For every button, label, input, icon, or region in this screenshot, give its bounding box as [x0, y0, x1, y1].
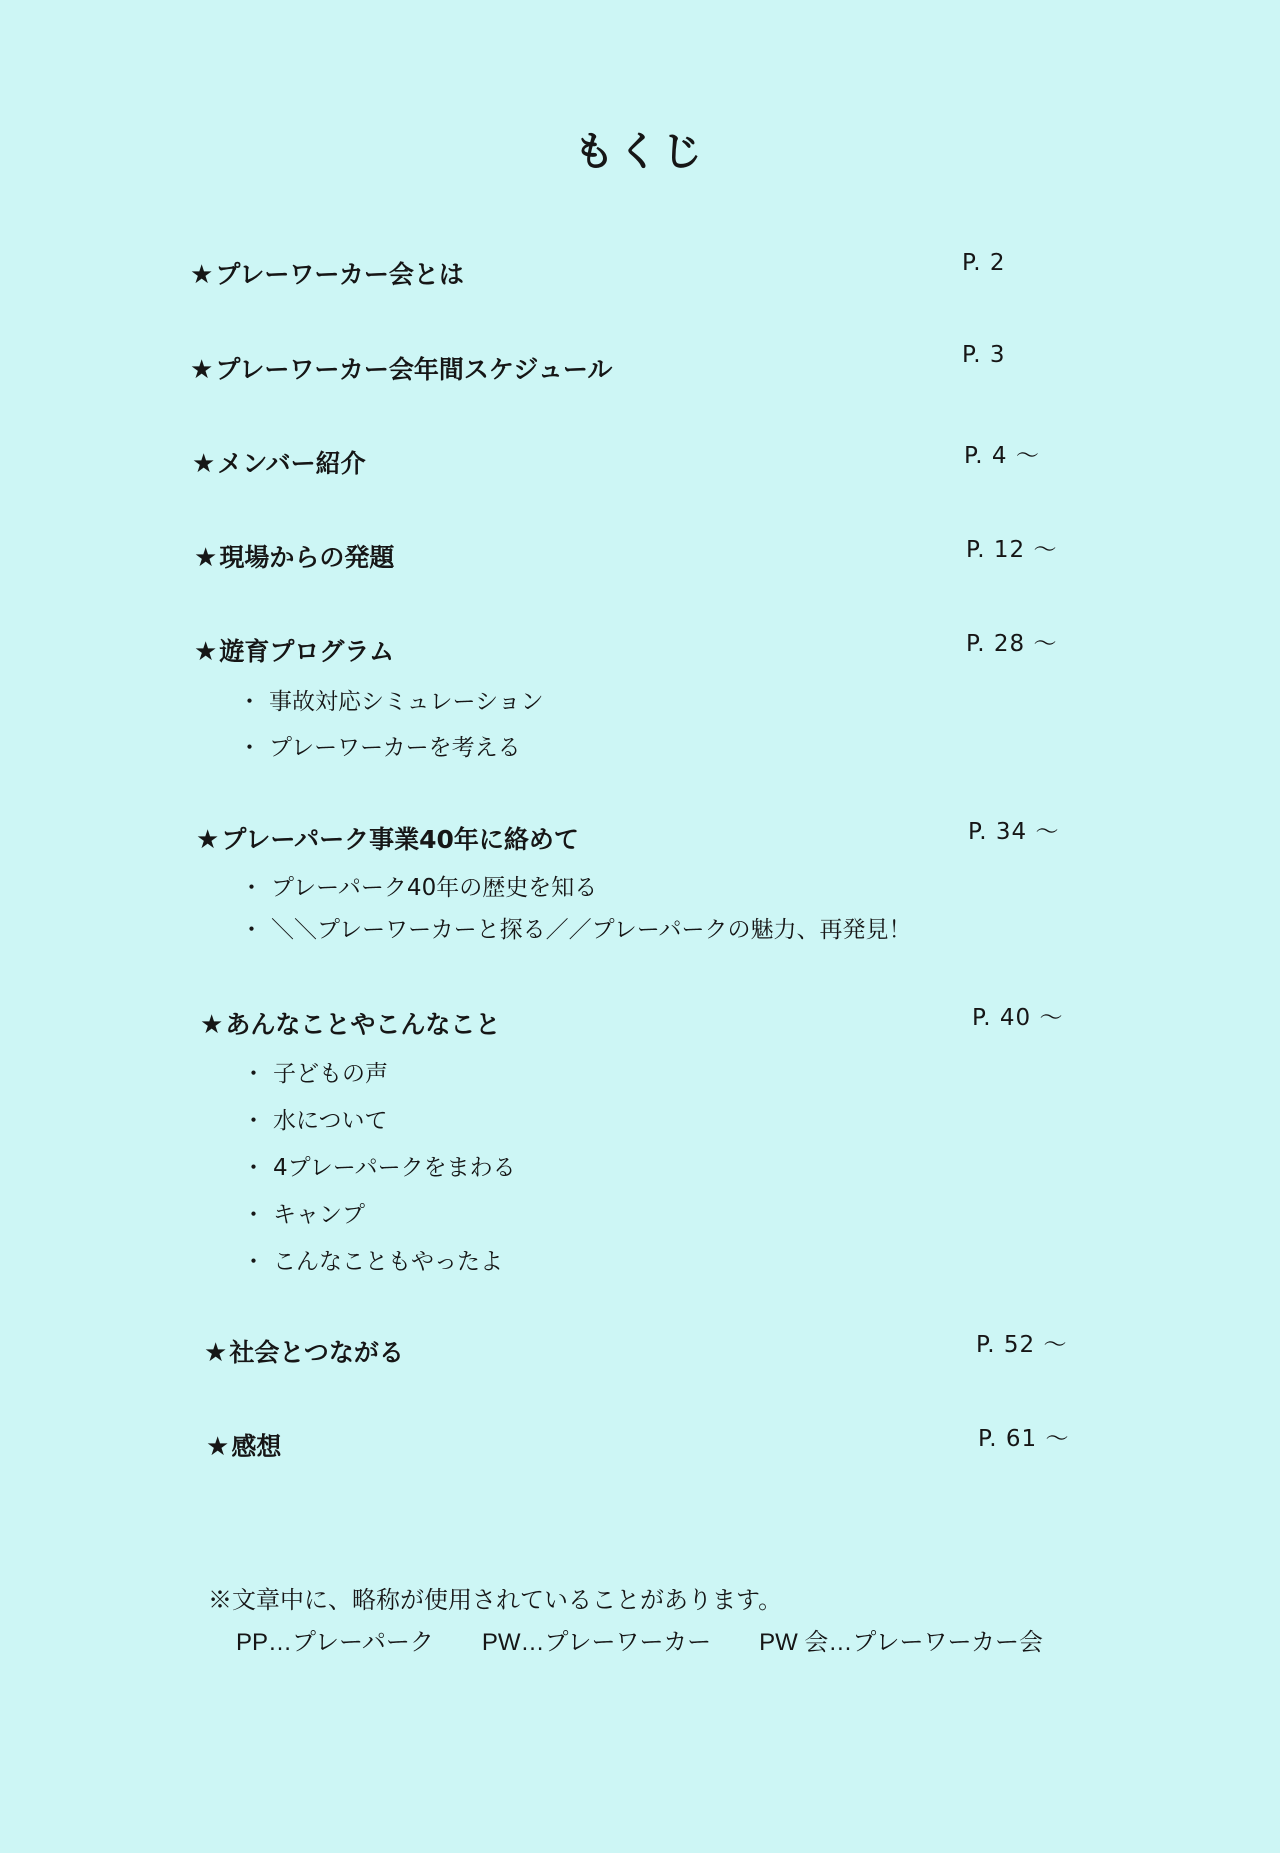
- toc-page-number: P. 2: [962, 250, 1006, 276]
- star-icon: ★: [190, 260, 214, 290]
- toc-page-number: P. 52 ～: [976, 1332, 1068, 1358]
- abbreviation-item: PP…プレーパーク: [236, 1629, 434, 1656]
- toc-entry-label: 感想: [231, 1432, 282, 1461]
- toc-sub-item: [240, 869, 597, 902]
- toc-entry-label: プレーワーカー会年間スケジュール: [215, 355, 613, 384]
- star-icon: ★: [196, 825, 220, 855]
- toc-entry: [196, 820, 579, 856]
- star-icon: ★: [206, 1432, 230, 1462]
- bullet-icon: ・: [238, 735, 261, 761]
- toc-sub-item-label: キャンプ: [273, 1202, 365, 1228]
- toc-sub-item-label: こんなこともやったよ: [273, 1249, 503, 1275]
- toc-sub-item: [240, 911, 912, 944]
- bullet-icon: ・: [242, 1249, 265, 1275]
- toc-page-number: P. 40 ～: [972, 1005, 1064, 1031]
- abbreviation-note: [208, 1580, 1043, 1664]
- toc-sub-item-label: 水について: [273, 1108, 388, 1134]
- toc-sub-item-label: 事故対応シミュレーション: [269, 689, 544, 715]
- toc-sub-item: [238, 729, 521, 762]
- bullet-icon: ・: [242, 1108, 265, 1134]
- toc-page-number: P. 34 ～: [968, 819, 1060, 845]
- toc-sub-item: [242, 1149, 516, 1182]
- toc-sub-item-label: ＼＼プレーワーカーと探る／／プレーパークの魅力、再発見！: [271, 917, 912, 943]
- toc-sub-item: [242, 1055, 388, 1088]
- toc-entry: [190, 255, 464, 291]
- toc-entry-label: プレーパーク事業40年に絡めて: [221, 825, 579, 854]
- toc-entry: [190, 350, 612, 386]
- toc-sub-item-label: 4プレーパークをまわる: [273, 1155, 516, 1181]
- toc-entry: [204, 1333, 404, 1369]
- star-icon: ★: [194, 543, 218, 573]
- toc-sub-item: [242, 1102, 388, 1135]
- abbreviation-list: [208, 1622, 1043, 1664]
- toc-page-number: P. 12 ～: [966, 537, 1058, 563]
- toc-page-number: P. 61 ～: [978, 1426, 1070, 1452]
- bullet-icon: ・: [242, 1155, 265, 1181]
- toc-entry-label: 現場からの発題: [219, 543, 395, 572]
- abbreviation-item: PW 会…プレーワーカー会: [759, 1629, 1043, 1656]
- bullet-icon: ・: [242, 1202, 265, 1228]
- note-text: ※文章中に、略称が使用されていることがあります。: [208, 1587, 783, 1614]
- bullet-icon: ・: [240, 875, 263, 901]
- toc-entry-label: あんなことやこんなこと: [225, 1010, 501, 1039]
- bullet-icon: ・: [242, 1061, 265, 1087]
- toc-sub-item: [242, 1243, 503, 1276]
- page-title: もくじ: [574, 129, 706, 175]
- toc-entry-label: 遊育プログラム: [219, 637, 395, 666]
- toc-sub-item-label: プレーワーカーを考える: [269, 735, 521, 761]
- abbreviation-item: PW…プレーワーカー: [481, 1629, 712, 1656]
- toc-entry: [206, 1427, 281, 1463]
- bullet-icon: ・: [240, 917, 263, 943]
- toc-entry: [194, 538, 394, 574]
- star-icon: ★: [190, 355, 214, 385]
- toc-entry-label: メンバー紹介: [217, 449, 366, 478]
- toc-sub-item: [238, 683, 544, 716]
- toc-entry-label: プレーワーカー会とは: [215, 260, 464, 289]
- toc-page-number: P. 3: [962, 342, 1006, 368]
- toc-page-number: P. 4 ～: [964, 443, 1040, 469]
- toc-entry: [194, 632, 394, 668]
- bullet-icon: ・: [238, 689, 261, 715]
- toc-sub-item: [242, 1196, 365, 1229]
- toc-sub-item-label: プレーパーク40年の歴史を知る: [271, 875, 598, 901]
- toc-entry: [200, 1005, 500, 1041]
- star-icon: ★: [192, 449, 216, 479]
- star-icon: ★: [204, 1338, 228, 1368]
- toc-page-number: P. 28 ～: [966, 631, 1058, 657]
- star-icon: ★: [200, 1010, 224, 1040]
- toc-entry: [192, 444, 366, 480]
- toc-entry-label: 社会とつながる: [229, 1338, 404, 1367]
- toc-sub-item-label: 子どもの声: [273, 1061, 388, 1087]
- star-icon: ★: [194, 637, 218, 667]
